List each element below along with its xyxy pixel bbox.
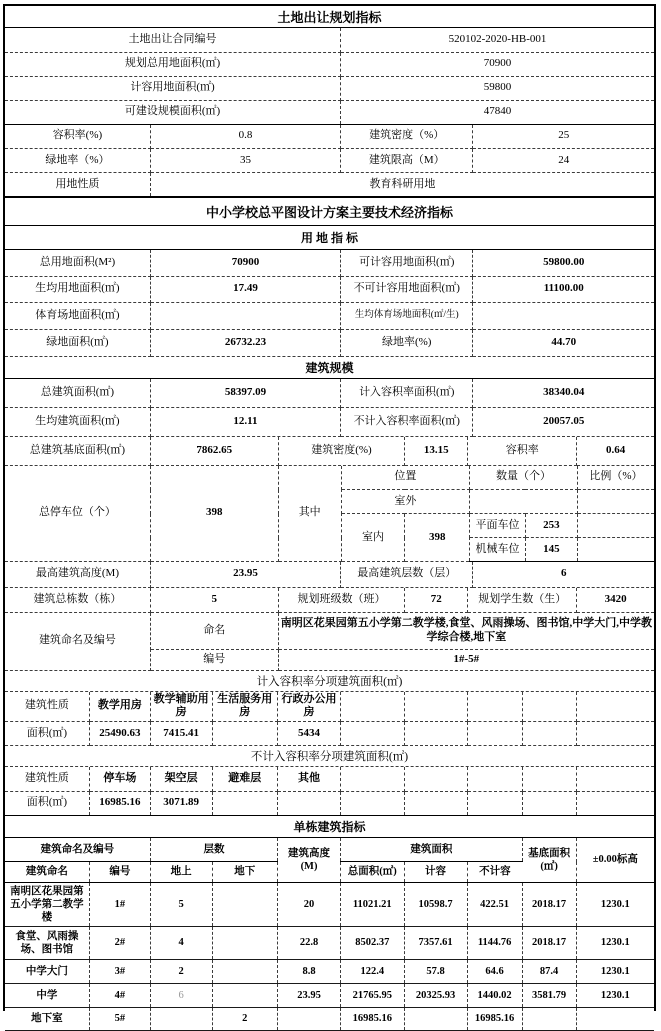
value-cell: [278, 791, 341, 815]
value-cell: 122.4: [340, 960, 404, 984]
section-land-index: 用 地 指 标: [5, 226, 654, 250]
naming-table: [5, 613, 654, 671]
value-cell: 2: [212, 1008, 278, 1031]
col-header: [576, 767, 654, 791]
building-name-cell: 中学大门: [5, 960, 89, 984]
label-cell: 生均用地面积(㎡): [5, 276, 150, 302]
label-cell: 最高建筑层数（层）: [341, 562, 473, 587]
label-cell: 容积率(%): [5, 125, 150, 149]
label-cell: 最高建筑高度(M): [5, 562, 150, 587]
land-sale-ratio-table: [5, 125, 654, 174]
label-cell: 其中: [278, 466, 341, 562]
value-cell: [212, 791, 278, 815]
table-row: [5, 52, 654, 76]
value-cell: 1#: [89, 883, 150, 927]
value-cell: 教育科研用地: [150, 173, 654, 197]
value-cell: 25490.63: [89, 722, 150, 746]
table-row: [5, 149, 654, 173]
value-cell: [212, 883, 278, 927]
table-row: [5, 173, 654, 197]
value-cell: [577, 538, 654, 562]
value-cell: 1230.1: [576, 984, 654, 1008]
label-cell: 建筑密度(%): [278, 437, 405, 465]
col-header: 避难层: [212, 767, 278, 791]
value-cell: 16985.16: [467, 1008, 522, 1031]
value-cell: 0.8: [150, 125, 340, 149]
label-cell: 可建设规模面积(㎡): [5, 100, 341, 124]
value-cell: 7357.61: [404, 927, 467, 960]
value-cell: 5#: [89, 1008, 150, 1031]
table-row: [5, 28, 654, 52]
table-row: [5, 125, 654, 149]
far-area-table: [5, 692, 654, 747]
value-cell: 38340.04: [473, 379, 654, 408]
value-cell: 6: [473, 562, 654, 587]
label-cell: 可计容用地面积(㎡): [341, 250, 473, 276]
col-header: [467, 767, 522, 791]
value-cell: 8502.37: [340, 927, 404, 960]
col-header: [522, 767, 576, 791]
col-header: 建筑面积: [340, 838, 522, 862]
counts-table: [5, 588, 654, 614]
label-cell: 机械车位: [470, 538, 526, 562]
label-cell: 生均体育场地面积(㎡/生): [341, 302, 473, 329]
parking-table: [5, 466, 654, 563]
col-header: [340, 767, 404, 791]
value-cell: 17.49: [150, 276, 340, 302]
value-cell: 20057.05: [473, 408, 654, 437]
value-cell: 6: [150, 984, 212, 1008]
col-header: 架空层: [150, 767, 212, 791]
value-cell: [404, 791, 467, 815]
value-cell: 1230.1: [576, 960, 654, 984]
value-cell: 59800.00: [473, 250, 654, 276]
label-cell: 编号: [150, 649, 278, 670]
value-cell: [473, 302, 654, 329]
building-name-cell: 食堂、风雨操场、图书馆: [5, 927, 89, 960]
value-cell: [278, 1008, 341, 1031]
label-cell: 命名: [150, 613, 278, 649]
value-cell: [467, 722, 522, 746]
value-cell: 12.11: [150, 408, 340, 437]
value-cell: 16985.16: [89, 791, 150, 815]
table-row: [5, 791, 654, 815]
value-cell: [150, 1008, 212, 1031]
doc-title-school-indicators: 中小学校总平图设计方案主要技术经济指标: [5, 198, 654, 226]
table-row: [5, 250, 654, 276]
col-header: 数量（个）: [470, 466, 578, 490]
value-cell: 10598.7: [404, 883, 467, 927]
table-row: [5, 927, 654, 960]
table-row: [5, 562, 654, 587]
value-cell: 1230.1: [576, 927, 654, 960]
label-cell: 建筑密度（%）: [341, 125, 473, 149]
label-cell: 建筑总栋数（栋）: [5, 588, 150, 613]
label-cell: 建筑命名及编号: [5, 613, 150, 670]
value-cell: [577, 514, 654, 538]
label-cell: 室外: [341, 490, 469, 514]
value-cell: [522, 722, 576, 746]
label-cell: 不计入容积率面积(㎡): [341, 408, 473, 437]
value-cell: 2018.17: [522, 927, 576, 960]
value-cell: 5: [150, 883, 212, 927]
label-cell: 建筑限高（M）: [341, 149, 473, 173]
value-cell: 57.8: [404, 960, 467, 984]
value-cell: 398: [405, 514, 470, 562]
label-cell: 规划班级数（班）: [278, 588, 405, 613]
label-cell: 面积(㎡): [5, 722, 89, 746]
doc-title-land-sale: 土地出让规划指标: [5, 6, 654, 28]
label-cell: 生均建筑面积(㎡): [5, 408, 150, 437]
label-cell: 规划学生数（生）: [468, 588, 577, 613]
value-cell: [212, 927, 278, 960]
value-cell: 2018.17: [522, 883, 576, 927]
value-cell: 1144.76: [467, 927, 522, 960]
col-header: 其他: [278, 767, 341, 791]
max-height-table: [5, 562, 654, 588]
value-cell: 20325.93: [404, 984, 467, 1008]
value-cell: [467, 791, 522, 815]
value-cell: 3581.79: [522, 984, 576, 1008]
table-row: [5, 408, 654, 437]
label-cell: 计容用地面积(㎡): [5, 76, 341, 100]
label-cell: 建筑性质: [5, 692, 89, 722]
col-header: [576, 692, 654, 722]
table-row: [5, 692, 654, 722]
table-row: [5, 613, 654, 649]
label-cell: 建筑性质: [5, 767, 89, 791]
label-cell: 绿地率(%): [341, 329, 473, 356]
value-cell: 58397.09: [150, 379, 340, 408]
value-cell: [522, 1008, 576, 1031]
value-cell: 4#: [89, 984, 150, 1008]
section-nofar-area: 不计入容积率分项建筑面积(㎡): [5, 746, 654, 767]
col-header: [467, 692, 522, 722]
col-header: 建筑命名及编号: [5, 838, 150, 862]
table-row: [5, 329, 654, 356]
land-use-nature-table: [5, 173, 654, 198]
col-header: 地下: [212, 862, 278, 883]
value-cell: [212, 960, 278, 984]
value-cell: 1#-5#: [278, 649, 654, 670]
value-cell: 145: [525, 538, 577, 562]
value-cell: 422.51: [467, 883, 522, 927]
label-cell: 平面车位: [470, 514, 526, 538]
value-cell: 26732.23: [150, 329, 340, 356]
col-header: 不计容: [467, 862, 522, 883]
value-cell: 5434: [278, 722, 341, 746]
building-name-cell: 中学: [5, 984, 89, 1008]
value-cell: 1230.1: [576, 883, 654, 927]
table-row: [5, 379, 654, 408]
table-row: [5, 722, 654, 746]
value-cell: 3#: [89, 960, 150, 984]
value-cell: 7862.65: [150, 437, 278, 465]
col-header: [522, 692, 576, 722]
col-header: 生活服务用房: [212, 692, 278, 722]
label-cell: 总用地面积(M²): [5, 250, 150, 276]
table-row: [5, 1008, 654, 1031]
table-row: [5, 883, 654, 927]
building-scale-table: [5, 379, 654, 438]
value-cell: [404, 1008, 467, 1031]
value-cell: 7415.41: [150, 722, 212, 746]
land-index-table: [5, 250, 654, 357]
value-cell: 11100.00: [473, 276, 654, 302]
table-row: [5, 984, 654, 1008]
value-cell: 87.4: [522, 960, 576, 984]
value-cell: [212, 984, 278, 1008]
section-building-scale: 建筑规模: [5, 357, 654, 379]
section-far-area: 计入容积率分项建筑面积(㎡): [5, 671, 654, 692]
nofar-area-table: [5, 767, 654, 816]
label-cell: 总停车位（个）: [5, 466, 150, 562]
value-cell: 72: [405, 588, 468, 613]
label-cell: 不可计容用地面积(㎡): [341, 276, 473, 302]
building-name-cell: 南明区花果园第五小学第二教学楼: [5, 883, 89, 927]
col-header: ±0.00标高: [576, 838, 654, 883]
col-header: 比例（%）: [577, 466, 654, 490]
value-cell: 南明区花果园第五小学第二教学楼,食堂、风雨操场、图书馆,中学大门,中学教学综合楼,地下室: [278, 613, 654, 649]
base-area-density-table: [5, 437, 654, 466]
section-single-building: 单栋建筑指标: [5, 816, 654, 838]
value-cell: [576, 791, 654, 815]
table-row: [5, 302, 654, 329]
value-cell: 11021.21: [340, 883, 404, 927]
value-cell: 3071.89: [150, 791, 212, 815]
table-row: [5, 588, 654, 613]
col-header: 教学用房: [89, 692, 150, 722]
label-cell: 绿地率（%）: [5, 149, 150, 173]
col-header: 建筑命名: [5, 862, 89, 883]
table-row: [5, 838, 654, 862]
value-cell: [340, 722, 404, 746]
value-cell: 4: [150, 927, 212, 960]
col-header: [340, 692, 404, 722]
value-cell: 8.8: [278, 960, 341, 984]
col-header: [404, 767, 467, 791]
value-cell: [150, 302, 340, 329]
value-cell: [522, 791, 576, 815]
value-cell: 5: [150, 588, 278, 613]
value-cell: 2: [150, 960, 212, 984]
value-cell: 24: [473, 149, 654, 173]
col-header: 基底面积(㎡): [522, 838, 576, 883]
label-cell: 容积率: [468, 437, 577, 465]
col-header: 总面积(㎡): [340, 862, 404, 883]
value-cell: [576, 1008, 654, 1031]
table-row: [5, 466, 654, 490]
col-header: 计容: [404, 862, 467, 883]
value-cell: [576, 722, 654, 746]
label-cell: 总建筑面积(㎡): [5, 379, 150, 408]
value-cell: [404, 722, 467, 746]
value-cell: 13.15: [405, 437, 468, 465]
value-cell: 35: [150, 149, 340, 173]
label-cell: 体育场地面积(㎡): [5, 302, 150, 329]
col-header: 地上: [150, 862, 212, 883]
value-cell: 23.95: [150, 562, 340, 587]
building-name-cell: 地下室: [5, 1008, 89, 1031]
table-row: [5, 76, 654, 100]
value-cell: [340, 791, 404, 815]
value-cell: 253: [525, 514, 577, 538]
land-sale-table: [5, 28, 654, 125]
value-cell: 2#: [89, 927, 150, 960]
value-cell: 16985.16: [340, 1008, 404, 1031]
label-cell: 室内: [341, 514, 405, 562]
value-cell: [212, 722, 278, 746]
value-cell: 1440.02: [467, 984, 522, 1008]
value-cell: 25: [473, 125, 654, 149]
col-header: 教学辅助用房: [150, 692, 212, 722]
value-cell: 20: [278, 883, 341, 927]
value-cell: 70900: [150, 250, 340, 276]
indicator-document: [3, 4, 656, 1011]
label-cell: 用地性质: [5, 173, 150, 197]
single-building-table: [5, 838, 654, 1031]
value-cell: 520102-2020-HB-001: [341, 28, 654, 52]
table-row: [5, 100, 654, 124]
table-row: [5, 437, 654, 465]
value-cell: [577, 490, 654, 514]
col-header: 建筑高度(M): [278, 838, 341, 883]
label-cell: 计入容积率面积(㎡): [341, 379, 473, 408]
table-row: [5, 960, 654, 984]
table-row: [5, 767, 654, 791]
value-cell: 0.64: [577, 437, 654, 465]
value-cell: 22.8: [278, 927, 341, 960]
value-cell: 23.95: [278, 984, 341, 1008]
col-header: 编号: [89, 862, 150, 883]
label-cell: 规划总用地面积(㎡): [5, 52, 341, 76]
value-cell: 47840: [341, 100, 654, 124]
value-cell: 70900: [341, 52, 654, 76]
value-cell: 44.70: [473, 329, 654, 356]
col-header: 位置: [341, 466, 469, 490]
value-cell: 64.6: [467, 960, 522, 984]
value-cell: [470, 490, 578, 514]
label-cell: 面积(㎡): [5, 791, 89, 815]
value-cell: 59800: [341, 76, 654, 100]
label-cell: 绿地面积(㎡): [5, 329, 150, 356]
label-cell: 土地出让合同编号: [5, 28, 341, 52]
col-header: 行政办公用房: [278, 692, 341, 722]
col-header: [404, 692, 467, 722]
col-header: 层数: [150, 838, 277, 862]
col-header: 停车场: [89, 767, 150, 791]
label-cell: 总建筑基底面积(㎡): [5, 437, 150, 465]
value-cell: 21765.95: [340, 984, 404, 1008]
value-cell: 398: [150, 466, 278, 562]
table-row: [5, 276, 654, 302]
value-cell: 3420: [577, 588, 654, 613]
